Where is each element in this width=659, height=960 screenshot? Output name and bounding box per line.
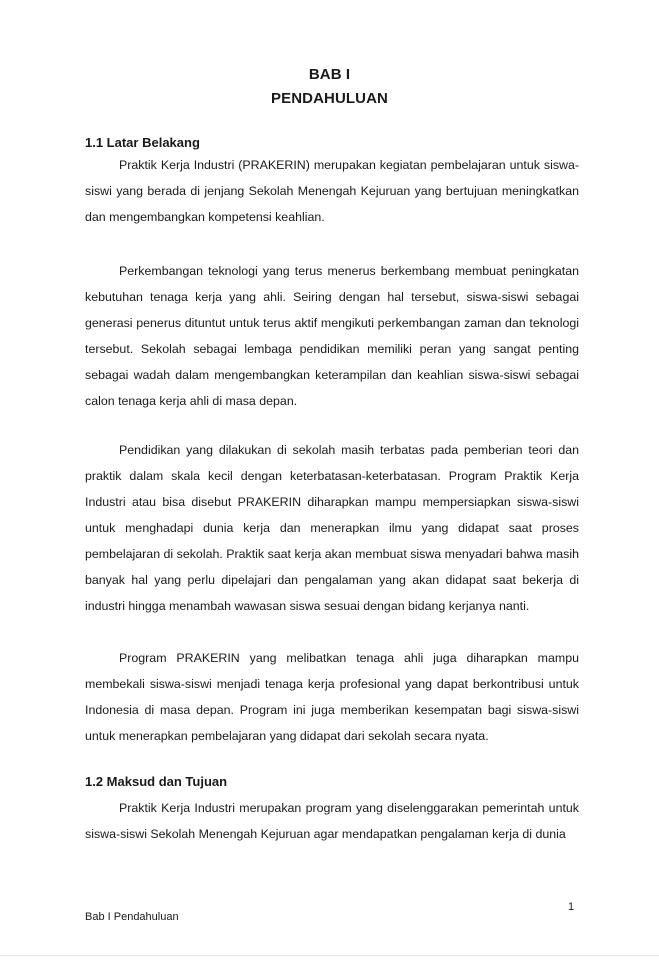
chapter-number: BAB I (308, 66, 351, 83)
paragraph: Program PRAKERIN yang melibatkan tenaga ahli juga diharapkan mampu membekali siswa-siswi menjadi tenaga kerja profesional yang dapat berkontribusi untuk Indonesia di masa depan. Program ini juga memberikan kesempatan bagi siswa-siswi untuk menerapkan pembelajaran yang didapat dari sekolah secara nyata. (85, 651, 579, 743)
paragraph: Praktik Kerja Industri (PRAKERIN) merupakan kegiatan pembelajaran untuk siswa-siswi yang berada di jenjang Sekolah Menengah Kejuruan yang bertujuan meningkatkan dan mengembangkan kompetensi keahlian. (85, 158, 579, 224)
section-heading-maksud-tujuan: 1.2 Maksud dan Tujuan (85, 774, 228, 789)
paragraph: Perkembangan teknologi yang terus menerus berkembang membuat peningkatan kebutuhan tenaga kerja yang ahli. Seiring dengan hal tersebut, siswa-siswi sebagai generasi penerus dituntut untuk terus aktif mengikuti perkembangan zaman dan teknologi tersebut. Sekolah sebagai lembaga pendidikan memiliki peran yang sangat penting sebagai wadah dalam mengembangkan keterampilan dan keahlian siswa-siswi sebagai calon tenaga kerja ahli di masa depan. (85, 264, 579, 408)
page-bottom-edge (0, 955, 659, 956)
paragraph: Pendidikan yang dilakukan di sekolah masih terbatas pada pemberian teori dan praktik dalam skala kecil dengan keterbatasan-keterbatasan. Program Praktik Kerja Industri atau bisa disebut PRAKERIN diharapkan mampu mempersiapkan siswa-siswi untuk menghadapi dunia kerja dan menerapkan ilmu yang didapat saat proses pembelajaran di sekolah. Praktik saat kerja akan membuat siswa menyadari bahwa masih banyak hal yang perlu dipelajari dan pengalaman yang akan didapat saat bekerja di industri hingga menambah wawasan siswa sesuai dengan bidang kerjanya nanti. (85, 443, 579, 613)
page-number: 1 (568, 901, 575, 913)
page-footer: Bab I Pendahuluan (85, 911, 179, 923)
chapter-title: PENDAHULUAN (271, 90, 388, 107)
paragraph: Praktik Kerja Industri merupakan program yang diselenggarakan pemerintah untuk siswa-siswi Sekolah Menengah Kejuruan agar mendapatkan pengalaman kerja di dunia (85, 801, 579, 841)
section-heading-latar-belakang: 1.1 Latar Belakang (85, 135, 200, 150)
